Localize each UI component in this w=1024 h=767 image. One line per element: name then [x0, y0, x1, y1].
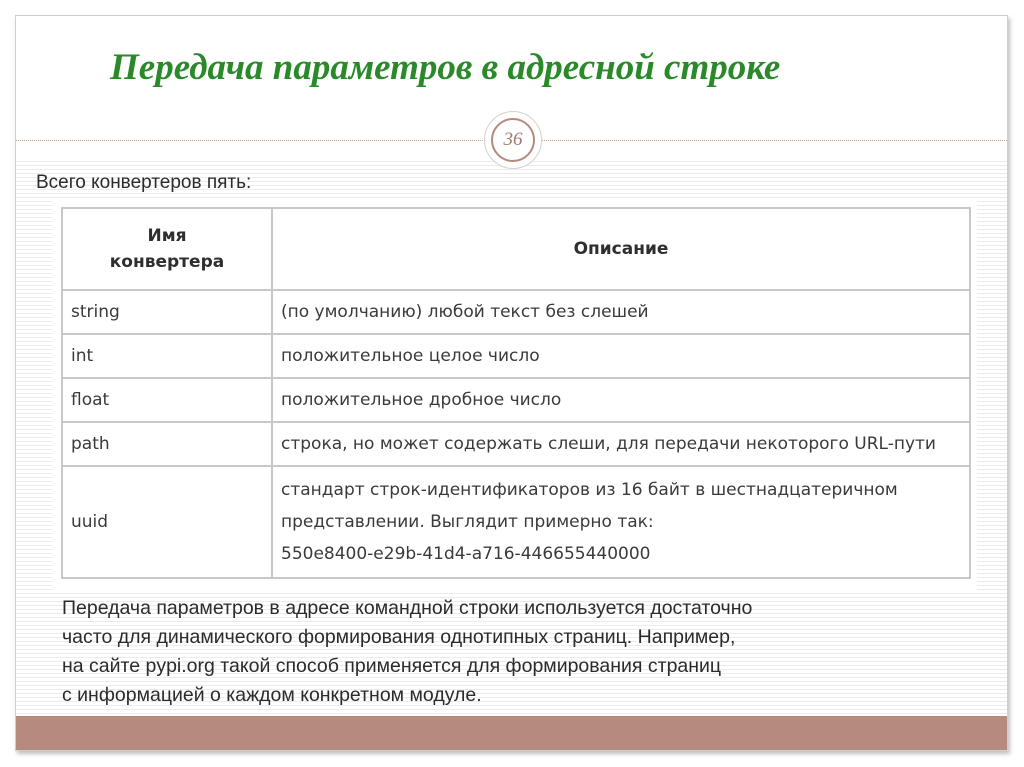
converters-table — [61, 207, 971, 579]
description-line: 550e8400-e29b-41d4-a716-446655440000 — [281, 544, 651, 564]
paragraph-line: с информацией о каждом конкретном модуле. — [62, 684, 482, 706]
converters-table-container — [52, 200, 977, 591]
header-description: Описание — [272, 208, 970, 290]
converter-name: path — [62, 422, 272, 466]
converter-description: (по умолчанию) любой текст без слешей — [272, 290, 970, 334]
explanation-paragraph — [62, 594, 992, 710]
table-header-row — [62, 208, 970, 290]
converter-description — [272, 466, 970, 578]
slide-title: Передача параметров в адресной строке — [110, 47, 781, 88]
footer-accent-bar — [16, 716, 1007, 750]
paragraph-line: на сайте pypi.org такой способ применяется для формирования страниц — [62, 655, 722, 677]
converter-name: int — [62, 334, 272, 378]
converter-description: строка, но может содержать слеши, для передачи некоторого URL-пути — [272, 422, 970, 466]
converter-name: string — [62, 290, 272, 334]
header-converter-name: Имя конвертера — [62, 208, 272, 290]
converter-description: положительное дробное число — [272, 378, 970, 422]
converter-description: положительное целое число — [272, 334, 970, 378]
converter-name: float — [62, 378, 272, 422]
description-line: стандарт строк-идентификаторов из 16 байт в шестнадцатеричном — [281, 480, 898, 500]
converter-name: uuid — [62, 466, 272, 578]
paragraph-line: часто для динамического формирования однотипных страниц. Например, — [62, 626, 736, 648]
table-row — [62, 378, 970, 422]
table-row — [62, 466, 970, 578]
table-row — [62, 334, 970, 378]
page-number-badge — [484, 111, 542, 169]
page-number: 36 — [491, 118, 535, 162]
description-line: представлении. Выглядит примерно так: — [281, 512, 654, 532]
paragraph-line: Передача параметров в адресе командной строки используется достаточно — [62, 597, 753, 619]
table-row — [62, 422, 970, 466]
table-row — [62, 290, 970, 334]
intro-text: Всего конвертеров пять: — [36, 172, 252, 193]
